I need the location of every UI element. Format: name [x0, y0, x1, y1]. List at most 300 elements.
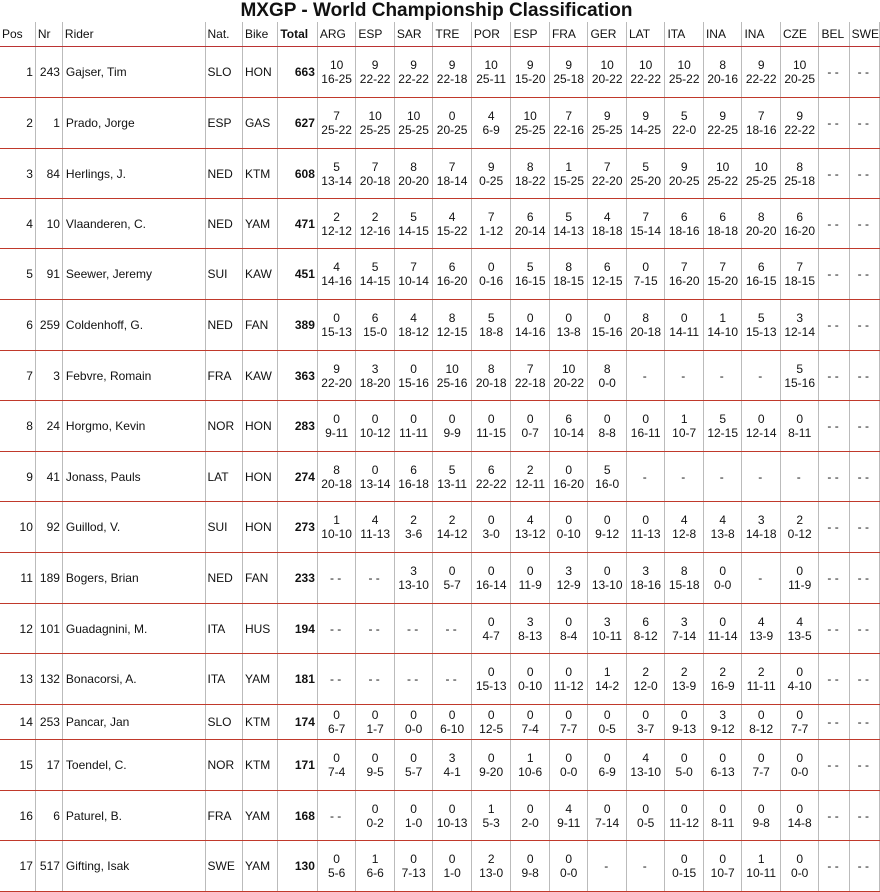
- gp-points: 0: [448, 109, 456, 123]
- gp-points: 6: [487, 462, 495, 477]
- cell-gp-result: [549, 199, 588, 249]
- gp-points: 5: [333, 159, 340, 174]
- gp-points: 9: [719, 109, 727, 123]
- gp-moto-scores: 7-14: [595, 815, 620, 830]
- cell-gp-result: [588, 604, 627, 654]
- cell-gp-result: [317, 401, 356, 452]
- cell-gp-result: [780, 791, 819, 841]
- gp-points: 0: [642, 260, 650, 274]
- gp-points: 0: [603, 513, 611, 527]
- cell-gp-result: -: [780, 452, 819, 502]
- cell-bike: HUS: [242, 604, 277, 654]
- cell-gp-result: [394, 149, 433, 199]
- gp-points: 7: [719, 260, 727, 274]
- cell-gp-result: [665, 705, 704, 740]
- gp-points: 4: [719, 513, 727, 527]
- gp-points: 0: [333, 412, 340, 426]
- cell-gp-result: [665, 149, 704, 199]
- gp-points: 0: [719, 751, 727, 765]
- cell-gp-result: [471, 452, 511, 502]
- gp-moto-scores: 13-5: [787, 628, 812, 643]
- cell-gp-result: [588, 249, 627, 300]
- gp-points: 0: [680, 311, 688, 325]
- cell-gp-result: [665, 199, 704, 249]
- gp-moto-scores: 4-10: [787, 679, 812, 693]
- cell-gp-result: [394, 199, 433, 249]
- cell-bike: YAM: [242, 654, 277, 705]
- gp-points: 0: [796, 564, 804, 578]
- gp-points: 7: [526, 361, 534, 376]
- cell-gp-result: [549, 705, 588, 740]
- cell-total: 181: [278, 654, 318, 705]
- cell-gp-result: [626, 502, 665, 553]
- cell-gp-result: [317, 740, 356, 791]
- gp-points: 0: [526, 564, 534, 578]
- gp-points: 0: [526, 665, 534, 679]
- cell-gp-result: - -: [819, 791, 849, 841]
- cell-nr: 189: [35, 553, 62, 604]
- cell-gp-result: [317, 149, 356, 199]
- gp-points: 0: [487, 665, 495, 679]
- cell-gp-result: [703, 300, 742, 351]
- gp-moto-scores: 8-13: [518, 628, 543, 643]
- gp-moto-scores: 25-25: [591, 123, 623, 137]
- cell-gp-result: [549, 841, 588, 892]
- cell-gp-result: [471, 604, 511, 654]
- gp-points: 5: [565, 209, 573, 224]
- gp-points: 4: [333, 260, 340, 274]
- gp-moto-scores: 10-11: [746, 866, 777, 880]
- gp-points: 0: [796, 665, 804, 679]
- cell-nr: 91: [35, 249, 62, 300]
- gp-moto-scores: 14-11: [669, 325, 700, 339]
- table-row: [0, 47, 880, 98]
- cell-gp-result: [665, 300, 704, 351]
- header-gp: ESP: [511, 22, 550, 47]
- cell-gp-result: [703, 47, 742, 98]
- cell-gp-result: [317, 199, 356, 249]
- gp-points: 5: [526, 260, 534, 274]
- header-bike: Bike: [242, 22, 277, 47]
- gp-moto-scores: 20-18: [630, 325, 662, 339]
- gp-moto-scores: 14-25: [630, 123, 662, 137]
- gp-points: 0: [565, 311, 573, 325]
- gp-moto-scores: 13-10: [591, 578, 623, 592]
- gp-moto-scores: 15-16: [591, 325, 623, 339]
- gp-moto-scores: 20-18: [359, 173, 391, 188]
- cell-gp-result: [549, 351, 588, 401]
- cell-gp-result: [317, 452, 356, 502]
- header-total: Total: [278, 22, 318, 47]
- cell-bike: YAM: [242, 199, 277, 249]
- gp-points: 10: [329, 58, 344, 72]
- gp-moto-scores: 12-16: [359, 223, 391, 238]
- gp-moto-scores: 7-4: [521, 722, 539, 736]
- gp-moto-scores: 6-7: [327, 722, 346, 736]
- cell-gp-result: [356, 791, 395, 841]
- gp-moto-scores: 13-14: [321, 173, 352, 188]
- cell-pos: 4: [0, 199, 35, 249]
- cell-gp-result: [317, 502, 356, 553]
- cell-gp-result: [433, 249, 472, 300]
- gp-moto-scores: 14-15: [359, 274, 391, 288]
- gp-points: 6: [565, 412, 573, 426]
- gp-moto-scores: 11-11: [399, 426, 429, 440]
- gp-moto-scores: 18-16: [745, 123, 777, 137]
- gp-moto-scores: 0-0: [791, 866, 809, 880]
- gp-moto-scores: 0-0: [714, 578, 732, 592]
- cell-gp-result: -: [626, 841, 665, 892]
- gp-points: 1: [565, 159, 573, 174]
- table-row: [0, 300, 880, 351]
- cell-total: 608: [278, 149, 318, 199]
- gp-points: 6: [757, 260, 765, 274]
- gp-points: 8: [680, 564, 688, 578]
- cell-gp-result: -: [742, 452, 781, 502]
- cell-gp-result: [356, 841, 395, 892]
- gp-points: 9: [642, 109, 650, 123]
- cell-gp-result: [665, 740, 704, 791]
- cell-pos: 6: [0, 300, 35, 351]
- gp-moto-scores: 15-13: [321, 325, 352, 339]
- cell-gp-result: - -: [819, 300, 849, 351]
- cell-nat: SLO: [205, 705, 242, 740]
- cell-gp-result: [471, 199, 511, 249]
- gp-moto-scores: 12-9: [556, 578, 581, 592]
- gp-moto-scores: 9-5: [366, 765, 384, 779]
- gp-moto-scores: 20-25: [668, 173, 700, 188]
- gp-moto-scores: 8-12: [633, 628, 658, 643]
- gp-points: 1: [487, 801, 495, 816]
- cell-gp-result: - -: [394, 604, 433, 654]
- gp-points: 0: [333, 751, 340, 765]
- gp-moto-scores: 16-20: [668, 274, 700, 288]
- cell-gp-result: [394, 841, 433, 892]
- gp-moto-scores: 5-7: [404, 765, 423, 779]
- gp-moto-scores: 13-0: [479, 866, 504, 880]
- header-nat: Nat.: [205, 22, 242, 47]
- cell-gp-result: - -: [849, 249, 879, 300]
- gp-points: 10: [523, 109, 537, 123]
- gp-points: 6: [371, 311, 379, 325]
- gp-moto-scores: 20-25: [436, 123, 468, 137]
- cell-gp-result: - -: [356, 654, 395, 705]
- gp-moto-scores: 13-9: [749, 628, 774, 643]
- cell-nat: ITA: [205, 604, 242, 654]
- cell-gp-result: [703, 502, 742, 553]
- cell-gp-result: - -: [849, 604, 879, 654]
- cell-gp-result: [356, 502, 395, 553]
- cell-nr: 41: [35, 452, 62, 502]
- gp-moto-scores: 16-0: [595, 476, 620, 491]
- gp-points: 1: [603, 665, 611, 679]
- cell-gp-result: [511, 401, 550, 452]
- gp-points: 0: [448, 564, 456, 578]
- cell-bike: KTM: [242, 149, 277, 199]
- gp-points: 0: [565, 462, 573, 477]
- gp-moto-scores: 11-13: [360, 527, 391, 541]
- cell-gp-result: [549, 149, 588, 199]
- header-gp: SAR: [394, 22, 433, 47]
- gp-points: 0: [487, 708, 495, 722]
- gp-moto-scores: 18-14: [436, 173, 468, 188]
- header-gp: ESP: [356, 22, 395, 47]
- gp-points: 0: [680, 708, 688, 722]
- gp-points: 5: [410, 209, 417, 224]
- gp-points: 9: [448, 58, 456, 72]
- cell-gp-result: - -: [819, 705, 849, 740]
- table-row: [0, 452, 880, 502]
- cell-gp-result: - -: [819, 149, 849, 199]
- cell-gp-result: [433, 452, 472, 502]
- cell-gp-result: [626, 705, 665, 740]
- cell-nat: NOR: [205, 401, 242, 452]
- gp-points: 0: [719, 801, 727, 816]
- cell-gp-result: [665, 47, 704, 98]
- cell-gp-result: [665, 502, 704, 553]
- cell-rider: Pancar, Jan: [62, 705, 205, 740]
- gp-points: 7: [642, 209, 650, 224]
- gp-moto-scores: 25-25: [359, 123, 391, 137]
- header-gp: TRE: [433, 22, 472, 47]
- gp-points: 6: [410, 462, 417, 477]
- cell-gp-result: [511, 740, 550, 791]
- gp-points: 7: [371, 159, 379, 174]
- gp-points: 10: [639, 58, 653, 72]
- gp-points: 2: [371, 209, 379, 224]
- gp-moto-scores: 7-7: [791, 722, 809, 736]
- cell-gp-result: [703, 401, 742, 452]
- gp-moto-scores: 18-16: [630, 578, 662, 592]
- cell-gp-result: [471, 351, 511, 401]
- cell-gp-result: [511, 502, 550, 553]
- gp-moto-scores: 13-10: [630, 765, 662, 779]
- cell-gp-result: [394, 791, 433, 841]
- cell-gp-result: - -: [819, 98, 849, 149]
- cell-gp-result: [780, 740, 819, 791]
- cell-gp-result: [549, 98, 588, 149]
- cell-gp-result: - -: [394, 654, 433, 705]
- cell-gp-result: [511, 553, 550, 604]
- gp-points: 1: [680, 412, 688, 426]
- gp-points: 3: [719, 708, 727, 722]
- gp-moto-scores: 6-9: [598, 765, 616, 779]
- cell-rider: Prado, Jorge: [62, 98, 205, 149]
- gp-moto-scores: 0-0: [791, 765, 809, 779]
- gp-moto-scores: 22-0: [672, 123, 697, 137]
- gp-points: 7: [333, 109, 340, 123]
- table-row: [0, 502, 880, 553]
- cell-gp-result: [703, 841, 742, 892]
- gp-moto-scores: 9-12: [710, 722, 735, 736]
- gp-moto-scores: 14-12: [436, 527, 468, 541]
- cell-gp-result: [588, 553, 627, 604]
- gp-points: 3: [410, 564, 417, 578]
- cell-gp-result: [356, 351, 395, 401]
- gp-points: 5: [603, 462, 611, 477]
- gp-moto-scores: 18-18: [591, 223, 623, 238]
- classification-table: [0, 22, 880, 892]
- gp-moto-scores: 1-12: [479, 223, 504, 238]
- gp-moto-scores: 0-10: [556, 527, 581, 541]
- cell-gp-result: [511, 47, 550, 98]
- gp-moto-scores: 14-13: [553, 223, 585, 238]
- cell-gp-result: [317, 351, 356, 401]
- cell-gp-result: [317, 98, 356, 149]
- header-rider: Rider: [62, 22, 205, 47]
- gp-points: 1: [719, 311, 727, 325]
- gp-moto-scores: 25-22: [668, 72, 700, 86]
- gp-moto-scores: 22-18: [514, 375, 546, 390]
- cell-gp-result: [356, 452, 395, 502]
- gp-points: 2: [757, 665, 765, 679]
- cell-gp-result: [703, 740, 742, 791]
- cell-bike: YAM: [242, 791, 277, 841]
- cell-gp-result: [394, 300, 433, 351]
- cell-gp-result: [742, 740, 781, 791]
- gp-moto-scores: 11-15: [476, 426, 507, 440]
- gp-moto-scores: 9-9: [443, 426, 461, 440]
- gp-moto-scores: 8-11: [711, 815, 735, 830]
- gp-moto-scores: 16-20: [436, 274, 468, 288]
- gp-points: 0: [603, 751, 611, 765]
- cell-gp-result: [394, 98, 433, 149]
- cell-gp-result: [780, 199, 819, 249]
- cell-gp-result: [433, 149, 472, 199]
- gp-moto-scores: 5-6: [327, 866, 346, 880]
- cell-gp-result: - -: [317, 604, 356, 654]
- gp-moto-scores: 11-14: [707, 628, 738, 643]
- gp-moto-scores: 25-25: [745, 173, 777, 188]
- gp-points: 10: [716, 159, 730, 174]
- gp-moto-scores: 15-16: [398, 375, 429, 390]
- gp-points: 0: [796, 801, 804, 816]
- gp-points: 0: [410, 361, 417, 376]
- cell-gp-result: [703, 553, 742, 604]
- gp-points: 8: [333, 462, 340, 477]
- gp-points: 2: [333, 209, 340, 224]
- cell-gp-result: [703, 705, 742, 740]
- gp-points: 1: [333, 513, 340, 527]
- gp-moto-scores: 15-0: [363, 325, 388, 339]
- cell-rider: Febvre, Romain: [62, 351, 205, 401]
- gp-moto-scores: 10-7: [672, 426, 697, 440]
- cell-pos: 14: [0, 705, 35, 740]
- cell-rider: Gajser, Tim: [62, 47, 205, 98]
- gp-points: 0: [680, 852, 688, 866]
- cell-gp-result: [511, 705, 550, 740]
- gp-moto-scores: 7-7: [560, 722, 578, 736]
- cell-pos: 8: [0, 401, 35, 452]
- page-title: MXGP - World Championship Classification: [240, 0, 633, 21]
- gp-moto-scores: 12-8: [672, 527, 697, 541]
- gp-points: 0: [526, 852, 534, 866]
- gp-points: 5: [371, 260, 379, 274]
- cell-gp-result: [511, 98, 550, 149]
- cell-gp-result: - -: [849, 149, 879, 199]
- cell-gp-result: -: [703, 351, 742, 401]
- cell-bike: HON: [242, 401, 277, 452]
- cell-gp-result: [588, 47, 627, 98]
- gp-moto-scores: 18-16: [668, 223, 700, 238]
- cell-pos: 5: [0, 249, 35, 300]
- gp-points: 0: [371, 412, 379, 426]
- cell-nr: 517: [35, 841, 62, 892]
- gp-moto-scores: 13-9: [672, 679, 697, 693]
- gp-points: 3: [448, 751, 456, 765]
- gp-moto-scores: 15-18: [668, 578, 700, 592]
- cell-bike: HON: [242, 502, 277, 553]
- gp-moto-scores: 11-13: [630, 527, 661, 541]
- cell-gp-result: - -: [849, 740, 879, 791]
- cell-gp-result: [742, 604, 781, 654]
- table-row: [0, 740, 880, 791]
- cell-total: 283: [278, 401, 318, 452]
- cell-gp-result: - -: [849, 841, 879, 892]
- cell-gp-result: [317, 47, 356, 98]
- gp-points: 3: [526, 614, 534, 629]
- gp-moto-scores: 25-25: [398, 123, 429, 137]
- gp-moto-scores: 18-15: [784, 274, 816, 288]
- gp-points: 0: [642, 801, 650, 816]
- table-row: [0, 199, 880, 249]
- cell-gp-result: [665, 249, 704, 300]
- cell-nat: SWE: [205, 841, 242, 892]
- gp-points: 2: [487, 852, 495, 866]
- gp-points: 0: [371, 708, 379, 722]
- cell-gp-result: [703, 149, 742, 199]
- gp-points: 0: [757, 801, 765, 816]
- cell-nr: 253: [35, 705, 62, 740]
- gp-moto-scores: 6-13: [710, 765, 735, 779]
- cell-gp-result: [549, 47, 588, 98]
- gp-moto-scores: 14-18: [745, 527, 777, 541]
- cell-gp-result: [511, 452, 550, 502]
- cell-gp-result: [588, 740, 627, 791]
- cell-bike: GAS: [242, 98, 277, 149]
- gp-points: 4: [603, 209, 611, 224]
- cell-gp-result: [588, 502, 627, 553]
- gp-moto-scores: 14-10: [707, 325, 739, 339]
- gp-moto-scores: 25-18: [784, 173, 816, 188]
- cell-gp-result: - -: [819, 351, 849, 401]
- cell-total: 663: [278, 47, 318, 98]
- gp-moto-scores: 15-13: [475, 679, 507, 693]
- cell-total: 168: [278, 791, 318, 841]
- gp-points: 7: [487, 209, 495, 224]
- gp-moto-scores: 25-20: [630, 173, 662, 188]
- gp-moto-scores: 22-22: [630, 72, 662, 86]
- gp-points: 0: [448, 852, 456, 866]
- cell-gp-result: [665, 654, 704, 705]
- cell-gp-result: [471, 401, 511, 452]
- gp-points: 0: [603, 801, 611, 816]
- gp-points: 10: [484, 58, 498, 72]
- gp-moto-scores: 9-11: [557, 815, 581, 830]
- gp-moto-scores: 7-13: [401, 866, 426, 880]
- cell-gp-result: [703, 604, 742, 654]
- gp-moto-scores: 25-22: [321, 123, 352, 137]
- cell-nr: 10: [35, 199, 62, 249]
- cell-nat: ITA: [205, 654, 242, 705]
- gp-moto-scores: 0-5: [637, 815, 655, 830]
- cell-gp-result: [394, 401, 433, 452]
- cell-pos: 3: [0, 149, 35, 199]
- cell-rider: Toendel, C.: [62, 740, 205, 791]
- cell-gp-result: - -: [819, 604, 849, 654]
- gp-points: 8: [642, 311, 650, 325]
- table-row: [0, 249, 880, 300]
